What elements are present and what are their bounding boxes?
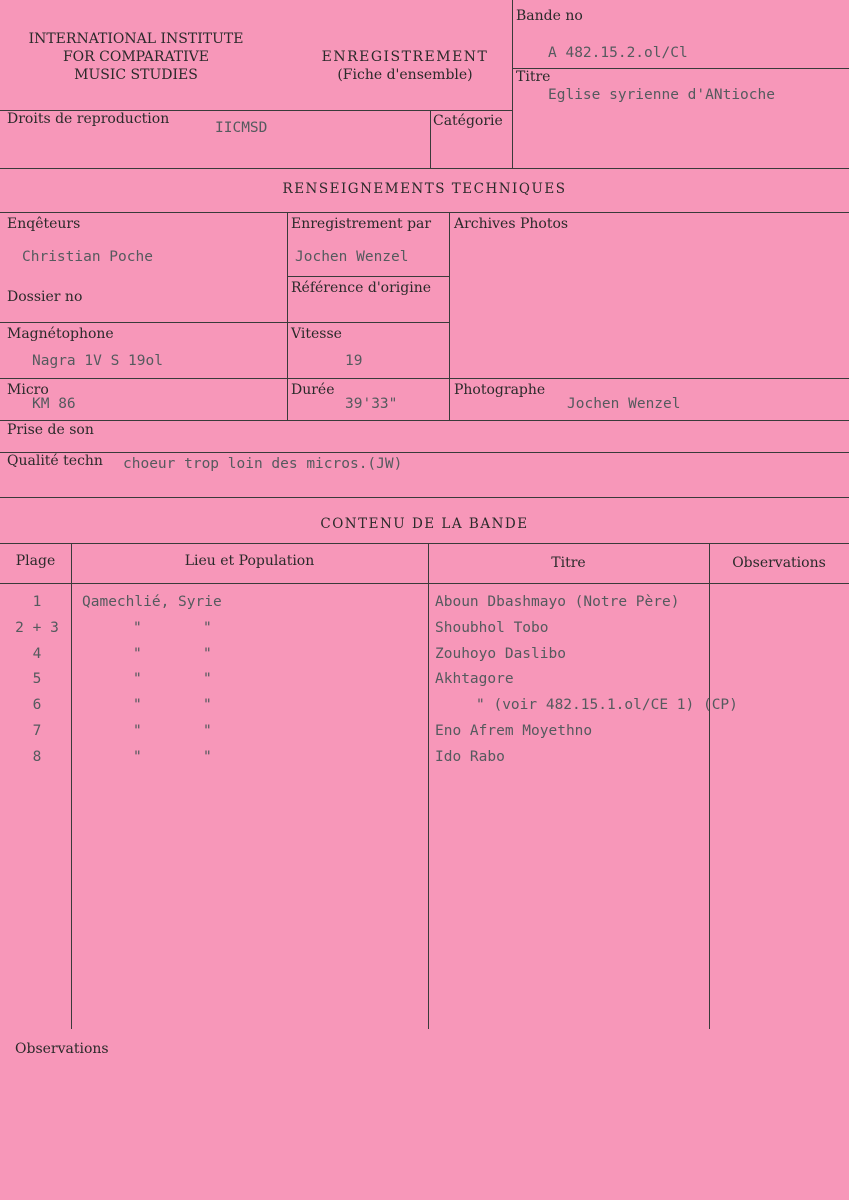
table-cell-lieu: "	[133, 723, 142, 739]
tech-row-line-3	[0, 420, 849, 421]
table-top-line	[0, 543, 849, 544]
reference-label: Référence d'origine	[291, 280, 432, 296]
table-cell-plage: 6	[32, 697, 42, 713]
titre-value: Eglise syrienne d'ANtioche	[548, 87, 775, 103]
table-col-divider-2	[428, 543, 429, 1029]
tech-row-line-4	[0, 452, 849, 453]
bande-value: A 482.15.2.ol/Cl	[548, 45, 688, 61]
table-cell-lieu: "	[133, 697, 142, 713]
table-cell-plage: 2 + 3	[15, 620, 59, 636]
col-header-plage: Plage	[15, 553, 56, 569]
col-header-titre: Titre	[551, 555, 586, 571]
table-cell-lieu: Qamechlié, Syrie	[82, 594, 222, 610]
categorie-divider	[430, 110, 431, 168]
photographe-label: Photographe	[454, 382, 546, 398]
table-cell-plage: 4	[32, 646, 42, 662]
table-cell-lieu: "	[133, 646, 142, 662]
enqueteurs-label: Enqêteurs	[7, 216, 81, 232]
titre-label: Titre	[516, 69, 551, 85]
table-cell-titre: Eno Afrem Moyethno	[435, 723, 593, 739]
dossier-label: Dossier no	[7, 289, 83, 305]
table-cell-titre: Akhtagore	[435, 671, 514, 687]
table-cell-titre: Aboun Dbashmayo (Notre Père)	[435, 594, 680, 610]
table-cell-lieu-ditto: "	[203, 671, 212, 687]
bande-titre-divider	[512, 68, 849, 69]
table-cell-plage: 1	[32, 594, 42, 610]
table-cell-lieu: "	[133, 749, 142, 765]
table-cell-lieu-ditto: "	[203, 723, 212, 739]
table-cell-plage: 5	[32, 671, 42, 687]
section-line-2	[0, 497, 849, 498]
tech-col-divider-1	[287, 212, 288, 420]
table-cell-lieu-ditto: "	[203, 697, 212, 713]
table-cell-titre: " (voir 482.15.1.ol/CE 1) (CP)	[476, 697, 738, 713]
table-cell-plage: 8	[32, 749, 42, 765]
micro-value: KM 86	[32, 396, 76, 412]
duree-label: Durée	[291, 382, 335, 398]
table-cell-plage: 7	[32, 723, 42, 739]
table-cell-lieu-ditto: "	[203, 620, 212, 636]
vitesse-label: Vitesse	[291, 326, 342, 342]
technical-heading: RENSEIGNEMENTS TECHNIQUES	[282, 181, 567, 197]
droits-value: IICMSD	[215, 120, 268, 136]
tech-top-line	[0, 212, 849, 213]
section-line-1	[0, 168, 849, 169]
photographe-value: Jochen Wenzel	[567, 396, 681, 412]
prise-de-son-label: Prise de son	[7, 422, 94, 438]
col-header-lieu: Lieu et Population	[184, 553, 315, 569]
table-cell-lieu: "	[133, 620, 142, 636]
enregistrement-par-label: Enregistrement par	[291, 216, 432, 232]
droits-label: Droits de reproduction	[7, 111, 170, 127]
tech-row-line-2	[0, 378, 849, 379]
enreg-ref-divider	[287, 276, 449, 277]
form-subtitle: (Fiche d'ensemble)	[337, 67, 473, 83]
table-cell-titre: Ido Rabo	[435, 749, 505, 765]
tech-row-line-1	[0, 322, 449, 323]
enqueteurs-value: Christian Poche	[22, 249, 153, 265]
institute-line-3: MUSIC STUDIES	[74, 67, 198, 83]
table-cell-titre: Shoubhol Tobo	[435, 620, 549, 636]
qualite-label: Qualité techn	[7, 453, 103, 469]
table-cell-lieu-ditto: "	[203, 646, 212, 662]
vitesse-value: 19	[345, 353, 363, 369]
institute-line-2: FOR COMPARATIVE	[62, 49, 210, 65]
table-header-line	[0, 583, 849, 584]
table-cell-lieu: "	[133, 671, 142, 687]
form-title: ENREGISTREMENT	[321, 49, 489, 65]
institute-line-1: INTERNATIONAL INSTITUTE	[28, 31, 244, 47]
tech-col-divider-2	[449, 212, 450, 420]
header-divider-vertical	[512, 0, 513, 168]
table-col-divider-3	[709, 543, 710, 1029]
categorie-label: Catégorie	[433, 113, 503, 129]
contenu-heading: CONTENU DE LA BANDE	[320, 516, 529, 532]
qualite-value: choeur trop loin des micros.(JW)	[123, 456, 403, 472]
magnetophone-label: Magnétophone	[7, 326, 114, 342]
table-cell-titre: Zouhoyo Daslibo	[435, 646, 566, 662]
magnetophone-value: Nagra 1V S 19ol	[32, 353, 163, 369]
observations-label: Observations	[15, 1041, 109, 1057]
archives-photos-label: Archives Photos	[454, 216, 569, 232]
enregistrement-par-value: Jochen Wenzel	[295, 249, 409, 265]
duree-value: 39'33"	[345, 396, 398, 412]
bande-label: Bande no	[516, 8, 583, 24]
micro-label: Micro	[7, 382, 49, 398]
table-cell-lieu-ditto: "	[203, 749, 212, 765]
table-col-divider-1	[71, 543, 72, 1029]
col-header-observations: Observations	[732, 555, 826, 571]
